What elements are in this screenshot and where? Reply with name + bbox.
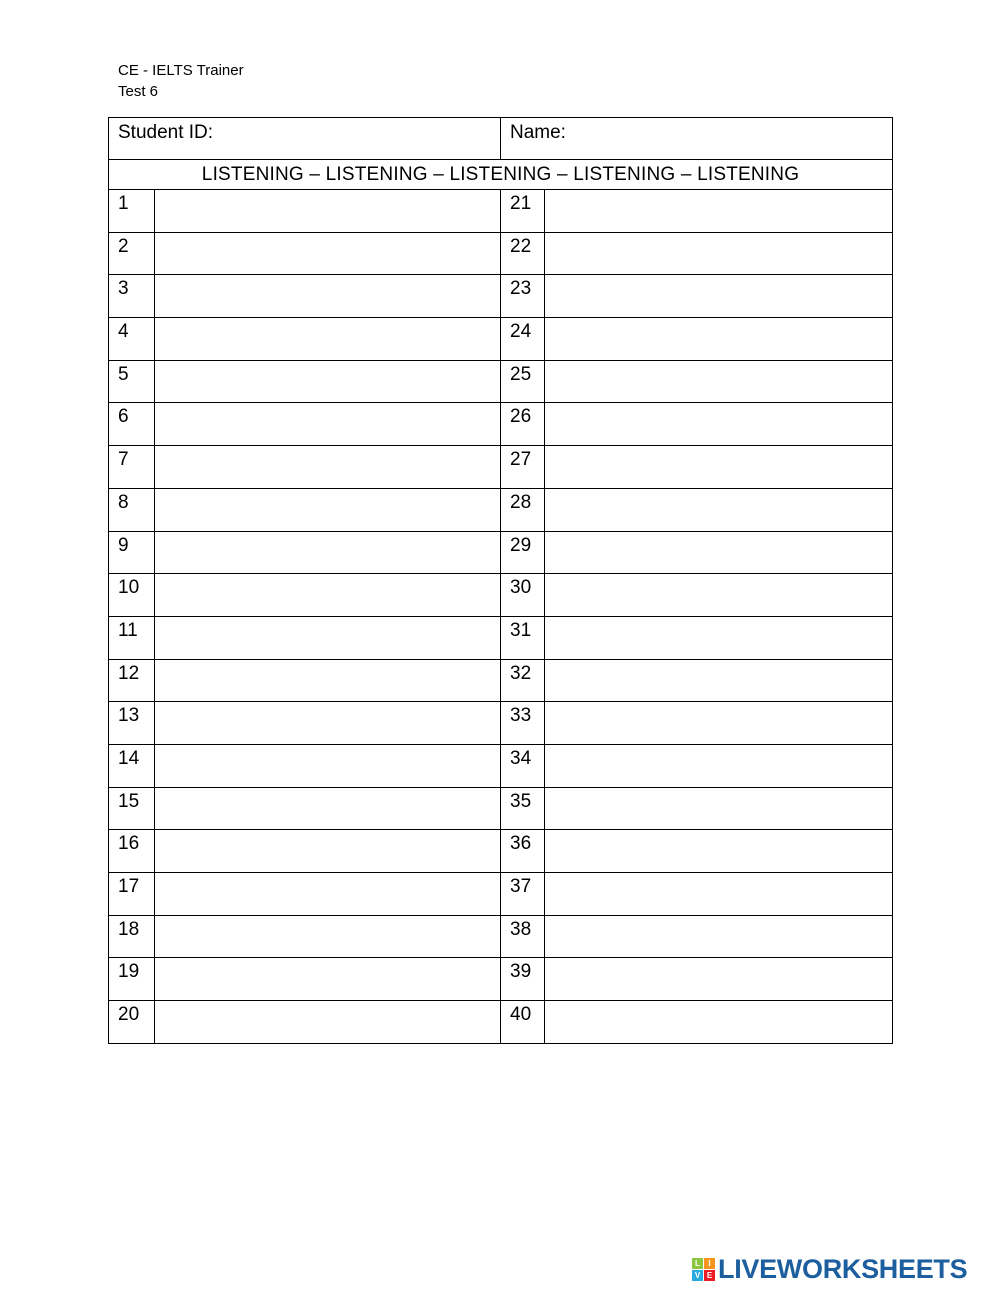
question-number: 22 (501, 232, 545, 275)
answer-field[interactable] (545, 275, 893, 318)
name-label: Name: (510, 122, 566, 143)
brand-name: LIVEWORKSHEETS (718, 1254, 968, 1284)
document-header (118, 60, 244, 102)
answer-row (109, 531, 893, 574)
question-number: 32 (501, 659, 545, 702)
answer-field[interactable] (155, 873, 501, 916)
answer-field[interactable] (545, 531, 893, 574)
question-number: 4 (109, 318, 155, 361)
question-number: 3 (109, 275, 155, 318)
answer-field[interactable] (545, 488, 893, 531)
question-number: 30 (501, 574, 545, 617)
answer-field[interactable] (545, 958, 893, 1001)
question-number: 13 (109, 702, 155, 745)
answer-field[interactable] (155, 190, 501, 233)
answer-field[interactable] (155, 616, 501, 659)
answer-row (109, 830, 893, 873)
answer-field[interactable] (155, 232, 501, 275)
question-number: 7 (109, 446, 155, 489)
answer-row (109, 787, 893, 830)
question-number: 19 (109, 958, 155, 1001)
question-number: 39 (501, 958, 545, 1001)
answer-row (109, 446, 893, 489)
answer-field[interactable] (545, 190, 893, 233)
answer-row (109, 616, 893, 659)
answer-field[interactable] (545, 787, 893, 830)
question-number: 34 (501, 744, 545, 787)
answer-row (109, 958, 893, 1001)
answer-field[interactable] (545, 446, 893, 489)
answer-field[interactable] (545, 744, 893, 787)
answer-field[interactable] (545, 318, 893, 361)
answer-row (109, 318, 893, 361)
answer-field[interactable] (545, 659, 893, 702)
answer-row (109, 702, 893, 745)
answer-field[interactable] (155, 787, 501, 830)
question-number: 33 (501, 702, 545, 745)
section-banner: LISTENING – LISTENING – LISTENING – LISTENING – LISTENING (109, 160, 893, 190)
answer-field[interactable] (155, 360, 501, 403)
question-number: 38 (501, 915, 545, 958)
answer-field[interactable] (155, 446, 501, 489)
question-number: 21 (501, 190, 545, 233)
question-number: 5 (109, 360, 155, 403)
answer-field[interactable] (155, 915, 501, 958)
question-number: 1 (109, 190, 155, 233)
answer-field[interactable] (155, 531, 501, 574)
section-banner-row (109, 160, 893, 190)
answer-field[interactable] (545, 574, 893, 617)
question-number: 36 (501, 830, 545, 873)
question-number: 14 (109, 744, 155, 787)
question-number: 12 (109, 659, 155, 702)
answer-field[interactable] (155, 702, 501, 745)
answer-field[interactable] (545, 403, 893, 446)
answer-field[interactable] (545, 702, 893, 745)
test-title: Test 6 (118, 83, 159, 100)
answer-field[interactable] (545, 873, 893, 916)
answer-field[interactable] (155, 403, 501, 446)
answer-row (109, 488, 893, 531)
question-number: 9 (109, 531, 155, 574)
answer-field[interactable] (155, 958, 501, 1001)
answer-row (109, 574, 893, 617)
answer-field[interactable] (545, 915, 893, 958)
question-number: 29 (501, 531, 545, 574)
question-number: 40 (501, 1001, 545, 1044)
question-number: 37 (501, 873, 545, 916)
answer-field[interactable] (155, 830, 501, 873)
question-number: 28 (501, 488, 545, 531)
answer-field[interactable] (545, 830, 893, 873)
answer-row (109, 659, 893, 702)
liveworksheets-brand (692, 1255, 967, 1283)
answer-field[interactable] (155, 1001, 501, 1044)
answer-row (109, 915, 893, 958)
answer-field[interactable] (155, 318, 501, 361)
student-id-field[interactable] (109, 118, 501, 160)
question-number: 15 (109, 787, 155, 830)
question-number: 17 (109, 873, 155, 916)
question-number: 8 (109, 488, 155, 531)
question-number: 31 (501, 616, 545, 659)
answer-row (109, 403, 893, 446)
question-number: 23 (501, 275, 545, 318)
question-number: 6 (109, 403, 155, 446)
answer-sheet-table (108, 117, 893, 1044)
answer-row (109, 232, 893, 275)
question-number: 10 (109, 574, 155, 617)
question-number: 25 (501, 360, 545, 403)
answer-row (109, 275, 893, 318)
answer-row (109, 1001, 893, 1044)
answer-field[interactable] (545, 616, 893, 659)
name-field[interactable] (501, 118, 893, 160)
question-number: 27 (501, 446, 545, 489)
answer-field[interactable] (545, 360, 893, 403)
question-number: 24 (501, 318, 545, 361)
answer-row (109, 360, 893, 403)
answer-row (109, 190, 893, 233)
answer-field[interactable] (155, 488, 501, 531)
answer-field[interactable] (545, 232, 893, 275)
question-number: 16 (109, 830, 155, 873)
answer-field[interactable] (545, 1001, 893, 1044)
liveworksheets-logo-icon: L I V E (692, 1258, 715, 1281)
question-number: 18 (109, 915, 155, 958)
question-number: 20 (109, 1001, 155, 1044)
question-number: 2 (109, 232, 155, 275)
answer-row (109, 744, 893, 787)
answer-field[interactable] (155, 275, 501, 318)
answer-field[interactable] (155, 659, 501, 702)
question-number: 11 (109, 616, 155, 659)
question-number: 26 (501, 403, 545, 446)
answer-field[interactable] (155, 574, 501, 617)
student-id-label: Student ID: (118, 122, 214, 143)
answer-row (109, 873, 893, 916)
student-info-row (109, 118, 893, 160)
answer-field[interactable] (155, 744, 501, 787)
question-number: 35 (501, 787, 545, 830)
course-title: CE - IELTS Trainer (118, 62, 244, 79)
